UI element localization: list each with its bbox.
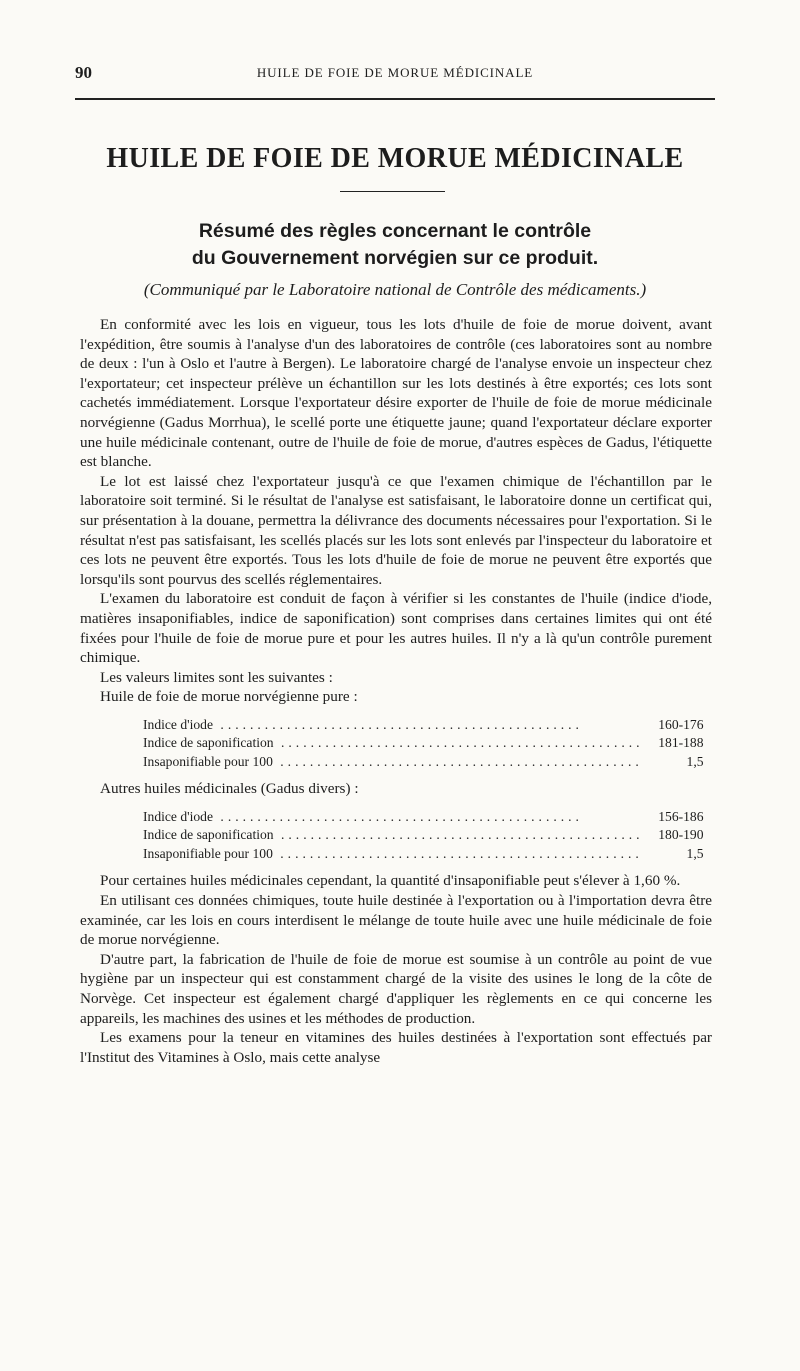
- dot-leader: .................................................: [272, 845, 643, 861]
- row-label: Indice de saponification: [143, 827, 274, 843]
- row-label: Insaponifiable pour 100: [143, 753, 273, 769]
- dot-leader: .................................................: [273, 735, 644, 751]
- table-heading-other: Autres huiles médicinales (Gadus divers) :: [100, 780, 359, 798]
- row-value: 180-190: [658, 827, 704, 843]
- dot-leader: .................................................: [273, 827, 644, 843]
- row-label: Indice de saponification: [143, 735, 274, 751]
- subtitle-line-1: Résumé des règles concernant le contrôle: [198, 220, 592, 242]
- table-row: [143, 716, 704, 735]
- paragraph: D'autre part, la fabrication de l'huile de foie de morue est soumise à un contrôle au point de vue hygiène par un inspecteur qui est constamment chargé de la visite des usines le long de la côte de Norvège. Cet inspecteur est également chargé d'appliquer les règlements en ce qui concerne les appareils, les machines des usines et les méthodes de production.: [80, 950, 712, 1027]
- table-row: [143, 753, 704, 772]
- dot-leader: .................................................: [272, 753, 643, 769]
- row-label: Indice d'iode: [143, 808, 214, 824]
- paragraph: Les valeurs limites sont les suivantes :: [100, 668, 333, 686]
- table-row: [143, 845, 704, 864]
- dot-leader: .................................................: [213, 808, 583, 824]
- dot-leader: .................................................: [213, 716, 583, 732]
- article-subtitle: [75, 218, 715, 272]
- running-header: [75, 63, 715, 87]
- table-row: [143, 826, 704, 845]
- row-value: 181-188: [658, 735, 704, 751]
- article-body: [80, 315, 712, 1067]
- row-value: 1,5: [686, 753, 704, 769]
- row-label: Indice d'iode: [143, 716, 214, 732]
- limits-table-other: [143, 808, 704, 864]
- paragraph: Les examens pour la teneur en vitamines des huiles destinées à l'exportation sont effectués par l'Institut des Vitamines à Oslo, mais cette analyse: [80, 1029, 712, 1066]
- limits-table-pure: [143, 716, 704, 772]
- paragraph: Pour certaines huiles médicinales cependant, la quantité d'insaponifiable peut s'élever à 1,60 %.: [100, 872, 681, 890]
- running-title: HUILE DE FOIE DE MORUE MÉDICINALE: [256, 65, 534, 80]
- paragraph: En utilisant ces données chimiques, toute huile destinée à l'exportation ou à l'importation devra être examinée, car les lois en cours interdisent le mélange de toute huile avec une huile médicinale de foie de morue norvégienne.: [80, 892, 712, 949]
- table-row: [143, 808, 704, 827]
- table-heading-pure: Huile de foie de morue norvégienne pure :: [100, 688, 358, 706]
- row-value: 156-186: [658, 808, 704, 824]
- page-number: 90: [75, 63, 92, 82]
- paragraph: L'examen du laboratoire est conduit de façon à vérifier si les constantes de l'huile (indice d'iode, matières insaponifiables, indice de saponification) sont comprises dans certaines limites qui ont été fixées pour l'huile de foie de morue pure et pour les autres huiles. Il n'y a là qu'un contrôle purement chimique.: [80, 590, 712, 667]
- paragraph: Le lot est laissé chez l'exportateur jusqu'à ce que l'examen chimique de l'échantillon par le laboratoire soit terminé. Si le résultat de l'analyse est satisfaisant, le laboratoire donne un certificat qui, sur présentation à la douane, permettra la délivrance des documents nécessaires pour l'exportation. Si le résultat n'est pas satisfaisant, les scellés placés sur les lots sont enlevés par l'inspecteur du laboratoire et ces lots ne peuvent être exportés. Tous les lots d'huile de foie de morue ne peuvent être exportés que lorsqu'ils sont pourvus des scellés réglementaires.: [80, 472, 712, 588]
- row-value: 1,5: [686, 845, 704, 861]
- source-note: (Communiqué par le Laboratoire national de Contrôle des médicaments.): [143, 280, 647, 299]
- paragraph: En conformité avec les lois en vigueur, tous les lots d'huile de foie de morue doivent, avant l'expédition, être soumis à l'analyse d'un des laboratoires de contrôle (ces laboratoires sont au nombre de deux : l'un à Oslo et l'autre à Bergen). Le laboratoire chargé de l'analyse envoie un inspecteur chez l'exportateur; cet inspecteur prélève un échantillon sur les lots destinés à être exportés; ces lots sont cachetés immédiatement. Lorsque l'exportateur désire exporter de l'huile de foie de morue médicinale norvégienne (Gadus Morrhua), le scellé porte une étiquette jaune; quand l'exportateur déclare exporter une huile médicinale contenant, outre de l'huile de foie de morue, d'autres espèces de Gadus, l'étiquette est blanche.: [80, 316, 712, 471]
- row-label: Insaponifiable pour 100: [143, 845, 273, 861]
- article-title: HUILE DE FOIE DE MORUE MÉDICINALE: [106, 143, 684, 174]
- header-rule: [75, 98, 715, 100]
- title-divider: [340, 191, 445, 192]
- table-row: [143, 734, 704, 753]
- subtitle-line-2: du Gouvernement norvégien sur ce produit.: [191, 247, 599, 269]
- row-value: 160-176: [658, 716, 704, 732]
